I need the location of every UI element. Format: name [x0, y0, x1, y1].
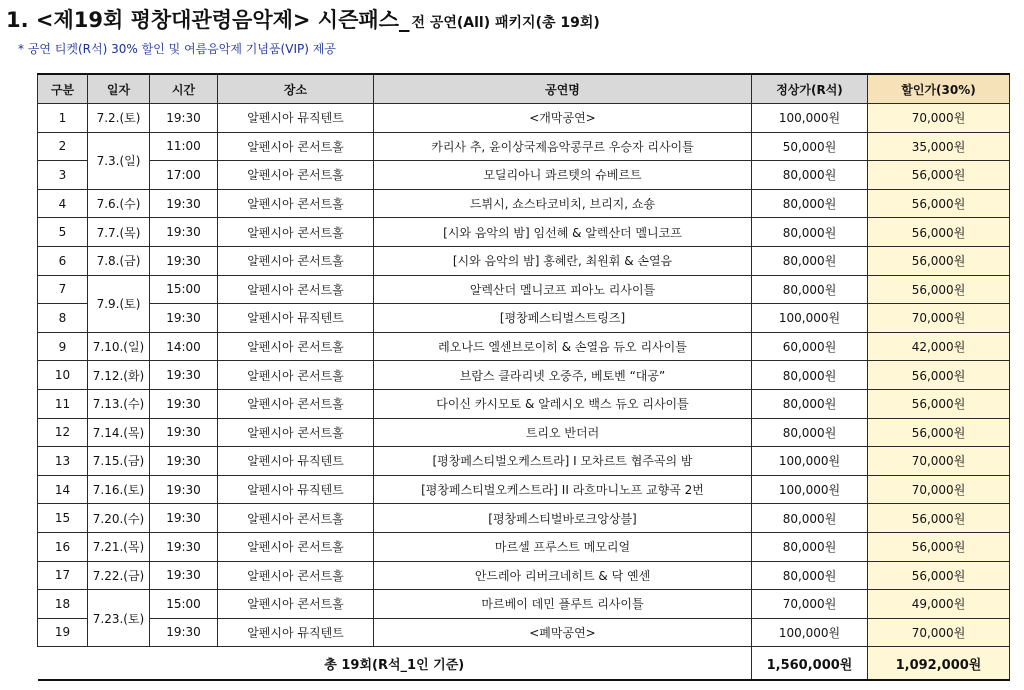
cell-title: 마르셀 프루스트 메모리얼	[374, 532, 752, 561]
cell-date: 7.23.(토)	[88, 590, 150, 647]
cell-no: 11	[38, 389, 88, 418]
cell-price: 100,000원	[752, 475, 868, 504]
cell-discount: 70,000원	[868, 104, 1010, 133]
cell-date: 7.22.(금)	[88, 561, 150, 590]
cell-time: 19:30	[150, 618, 218, 647]
table-row	[38, 475, 1010, 504]
table-row	[38, 504, 1010, 533]
cell-date: 7.6.(수)	[88, 189, 150, 218]
cell-time: 19:30	[150, 447, 218, 476]
cell-title: [시와 음악의 밤] 홍혜란, 최원휘 & 손열음	[374, 246, 752, 275]
cell-title: 모딜리아니 콰르텟의 슈베르트	[374, 161, 752, 190]
header-title: 공연명	[374, 74, 752, 104]
cell-time: 19:30	[150, 361, 218, 390]
cell-discount: 35,000원	[868, 132, 1010, 161]
cell-time: 19:30	[150, 532, 218, 561]
cell-venue: 알펜시아 콘서트홀	[218, 246, 374, 275]
cell-title: <폐막공연>	[374, 618, 752, 647]
cell-price: 100,000원	[752, 104, 868, 133]
cell-date: 7.13.(수)	[88, 389, 150, 418]
cell-discount: 56,000원	[868, 504, 1010, 533]
cell-discount: 49,000원	[868, 590, 1010, 619]
cell-title: [평창페스티벌오케스트라] I 모차르트 협주곡의 밤	[374, 447, 752, 476]
table-row	[38, 104, 1010, 133]
cell-price: 80,000원	[752, 389, 868, 418]
table-row	[38, 161, 1010, 190]
cell-price: 100,000원	[752, 304, 868, 333]
cell-date: 7.12.(화)	[88, 361, 150, 390]
title-main: 1. <제19회 평창대관령음악제> 시즌패스_	[6, 8, 410, 32]
table-row	[38, 590, 1010, 619]
header-venue: 장소	[218, 74, 374, 104]
cell-title: 브람스 클라리넷 오중주, 베토벤 “대공”	[374, 361, 752, 390]
cell-title: <개막공연>	[374, 104, 752, 133]
cell-venue: 알펜시아 콘서트홀	[218, 532, 374, 561]
cell-venue: 알펜시아 뮤직텐트	[218, 104, 374, 133]
cell-time: 19:30	[150, 218, 218, 247]
cell-price: 80,000원	[752, 189, 868, 218]
cell-discount: 56,000원	[868, 561, 1010, 590]
cell-discount: 56,000원	[868, 361, 1010, 390]
table-row	[38, 618, 1010, 647]
header-date: 일자	[88, 74, 150, 104]
header-no: 구분	[38, 74, 88, 104]
cell-time: 14:00	[150, 332, 218, 361]
total-label: 총 19회(R석_1인 기준)	[38, 647, 752, 681]
cell-title: [시와 음악의 밤] 임선혜 & 알렉산더 멜니코프	[374, 218, 752, 247]
table-header-row	[38, 74, 1010, 104]
cell-time: 19:30	[150, 389, 218, 418]
cell-discount: 56,000원	[868, 418, 1010, 447]
document-title	[6, 4, 600, 36]
cell-date: 7.9.(토)	[88, 275, 150, 332]
table-row	[38, 275, 1010, 304]
cell-venue: 알펜시아 콘서트홀	[218, 561, 374, 590]
cell-venue: 알펜시아 뮤직텐트	[218, 618, 374, 647]
cell-title: [평창페스티벌바로크앙상블]	[374, 504, 752, 533]
cell-venue: 알펜시아 콘서트홀	[218, 218, 374, 247]
table-row	[38, 189, 1010, 218]
table-row	[38, 361, 1010, 390]
total-price: 1,560,000원	[752, 647, 868, 681]
cell-price: 100,000원	[752, 618, 868, 647]
cell-venue: 알펜시아 콘서트홀	[218, 389, 374, 418]
cell-date: 7.20.(수)	[88, 504, 150, 533]
cell-venue: 알펜시아 콘서트홀	[218, 132, 374, 161]
cell-venue: 알펜시아 뮤직텐트	[218, 447, 374, 476]
cell-title: 알렉산더 멜니코프 피아노 리사이틀	[374, 275, 752, 304]
cell-time: 15:00	[150, 275, 218, 304]
discount-note: * 공연 티켓(R석) 30% 할인 및 여름음악제 기념품(VIP) 제공	[18, 42, 336, 56]
cell-no: 7	[38, 275, 88, 304]
cell-no: 14	[38, 475, 88, 504]
cell-time: 19:30	[150, 104, 218, 133]
header-discount: 할인가(30%)	[868, 74, 1010, 104]
cell-discount: 56,000원	[868, 161, 1010, 190]
cell-date: 7.7.(목)	[88, 218, 150, 247]
cell-title: [평창페스티벌스트링즈]	[374, 304, 752, 333]
cell-venue: 알펜시아 콘서트홀	[218, 361, 374, 390]
table-row	[38, 132, 1010, 161]
cell-discount: 70,000원	[868, 447, 1010, 476]
cell-discount: 42,000원	[868, 332, 1010, 361]
cell-price: 80,000원	[752, 418, 868, 447]
cell-no: 18	[38, 590, 88, 619]
table-row	[38, 218, 1010, 247]
cell-venue: 알펜시아 콘서트홀	[218, 504, 374, 533]
cell-time: 19:30	[150, 561, 218, 590]
cell-discount: 56,000원	[868, 189, 1010, 218]
table-row	[38, 246, 1010, 275]
cell-title: [평창페스티벌오케스트라] II 라흐마니노프 교향곡 2번	[374, 475, 752, 504]
cell-price: 50,000원	[752, 132, 868, 161]
cell-date: 7.16.(토)	[88, 475, 150, 504]
cell-time: 17:00	[150, 161, 218, 190]
table-row	[38, 532, 1010, 561]
cell-date: 7.10.(일)	[88, 332, 150, 361]
cell-time: 19:30	[150, 246, 218, 275]
table-row	[38, 447, 1010, 476]
cell-no: 2	[38, 132, 88, 161]
cell-price: 70,000원	[752, 590, 868, 619]
cell-no: 8	[38, 304, 88, 333]
cell-time: 11:00	[150, 132, 218, 161]
cell-date: 7.14.(목)	[88, 418, 150, 447]
cell-discount: 70,000원	[868, 475, 1010, 504]
cell-no: 10	[38, 361, 88, 390]
cell-venue: 알펜시아 뮤직텐트	[218, 304, 374, 333]
cell-no: 3	[38, 161, 88, 190]
cell-venue: 알펜시아 콘서트홀	[218, 590, 374, 619]
cell-discount: 56,000원	[868, 218, 1010, 247]
cell-date: 7.21.(목)	[88, 532, 150, 561]
cell-title: 마르베이 데민 플루트 리사이틀	[374, 590, 752, 619]
cell-price: 60,000원	[752, 332, 868, 361]
table-row	[38, 304, 1010, 333]
cell-price: 80,000원	[752, 246, 868, 275]
cell-title: 레오나드 엘센브로이히 & 손열음 듀오 리사이틀	[374, 332, 752, 361]
cell-no: 1	[38, 104, 88, 133]
cell-price: 80,000원	[752, 561, 868, 590]
cell-title: 트리오 반더러	[374, 418, 752, 447]
cell-price: 100,000원	[752, 447, 868, 476]
cell-venue: 알펜시아 콘서트홀	[218, 332, 374, 361]
cell-price: 80,000원	[752, 504, 868, 533]
cell-price: 80,000원	[752, 361, 868, 390]
cell-no: 4	[38, 189, 88, 218]
cell-no: 19	[38, 618, 88, 647]
cell-date: 7.15.(금)	[88, 447, 150, 476]
cell-title: 안드레아 리버크네히트 & 닥 옌센	[374, 561, 752, 590]
cell-discount: 70,000원	[868, 618, 1010, 647]
header-price: 정상가(R석)	[752, 74, 868, 104]
header-time: 시간	[150, 74, 218, 104]
cell-discount: 56,000원	[868, 389, 1010, 418]
cell-time: 15:00	[150, 590, 218, 619]
table-row	[38, 389, 1010, 418]
cell-price: 80,000원	[752, 275, 868, 304]
cell-title: 드뷔시, 쇼스타코비치, 브리지, 쇼숑	[374, 189, 752, 218]
cell-time: 19:30	[150, 475, 218, 504]
title-sub: 전 공연(All) 패키지(총 19회)	[411, 15, 600, 31]
cell-time: 19:30	[150, 418, 218, 447]
cell-no: 5	[38, 218, 88, 247]
cell-discount: 56,000원	[868, 246, 1010, 275]
cell-discount: 56,000원	[868, 275, 1010, 304]
cell-time: 19:30	[150, 304, 218, 333]
cell-no: 9	[38, 332, 88, 361]
cell-venue: 알펜시아 콘서트홀	[218, 161, 374, 190]
table-row	[38, 561, 1010, 590]
cell-title: 카리사 추, 윤이상국제음악콩쿠르 우승자 리사이틀	[374, 132, 752, 161]
total-row	[38, 647, 1010, 681]
cell-no: 15	[38, 504, 88, 533]
table-row	[38, 332, 1010, 361]
total-discount: 1,092,000원	[868, 647, 1010, 681]
cell-date: 7.8.(금)	[88, 246, 150, 275]
cell-price: 80,000원	[752, 161, 868, 190]
cell-venue: 알펜시아 콘서트홀	[218, 418, 374, 447]
cell-no: 16	[38, 532, 88, 561]
cell-discount: 70,000원	[868, 304, 1010, 333]
cell-no: 6	[38, 246, 88, 275]
cell-time: 19:30	[150, 504, 218, 533]
cell-no: 13	[38, 447, 88, 476]
cell-price: 80,000원	[752, 532, 868, 561]
cell-no: 12	[38, 418, 88, 447]
cell-venue: 알펜시아 콘서트홀	[218, 189, 374, 218]
cell-venue: 알펜시아 뮤직텐트	[218, 475, 374, 504]
cell-date: 7.2.(토)	[88, 104, 150, 133]
cell-time: 19:30	[150, 189, 218, 218]
season-pass-table	[37, 73, 1010, 681]
cell-discount: 56,000원	[868, 532, 1010, 561]
cell-no: 17	[38, 561, 88, 590]
table-row	[38, 418, 1010, 447]
cell-venue: 알펜시아 콘서트홀	[218, 275, 374, 304]
cell-price: 80,000원	[752, 218, 868, 247]
cell-title: 다이신 카시모토 & 알레시오 백스 듀오 리사이틀	[374, 389, 752, 418]
cell-date: 7.3.(일)	[88, 132, 150, 189]
